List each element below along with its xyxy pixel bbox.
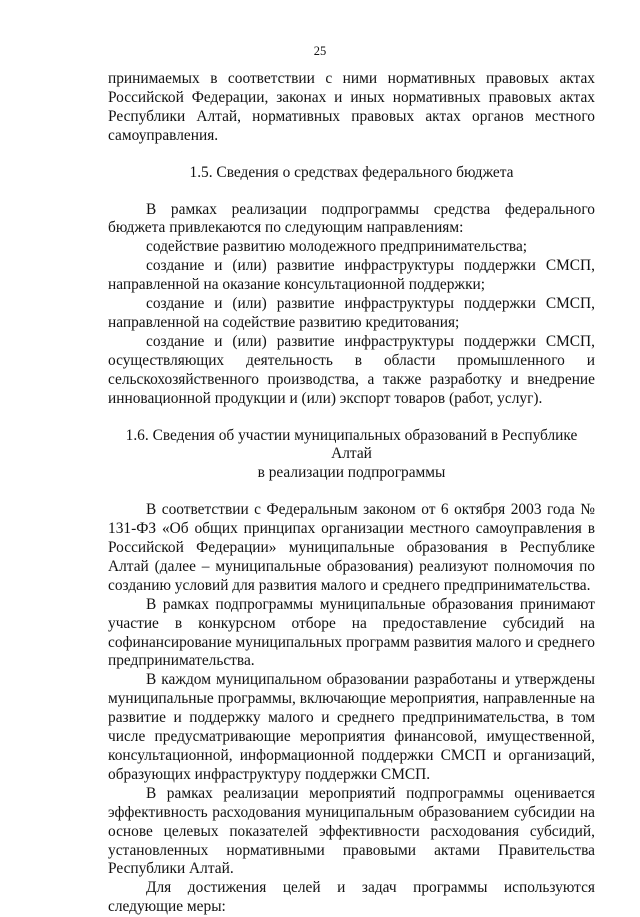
paragraph: В рамках реализации мероприятий подпрограммы оценивается эффективность расходования муниципальным образованием субсидии на основе целевых показателей эффективности расходования субсидий, установленных нормативными правовыми актами Правительства Республики Алтай. [108, 784, 595, 878]
paragraph: Для достижения целей и задач программы используются следующие меры: [108, 879, 595, 916]
section-1-6-heading [108, 427, 595, 484]
page-content [108, 70, 595, 917]
section-1-5-heading: 1.5. Сведения о средствах федерального бюджета [189, 163, 514, 181]
paragraph: В рамках подпрограммы муниципальные образования принимают участие в конкурсном отборе на предоставление субсидий на софинансирование муниципальных программ развития малого и среднего предпринимательства. [108, 595, 595, 670]
list-item: создание и (или) развитие инфраструктуры поддержки СМСП, осуществляющих деятельность в области промышленного и сельскохозяйственного производства, а также разработку и внедрение инновационной продукции и (или) экспорт товаров (работ, услуг). [108, 332, 595, 407]
paragraph: В каждом муниципальном образовании разработаны и утверждены муниципальные программы, включающие мероприятия, направленные на развитие и поддержку малого и среднего предпринимательства, в том числе предусматривающие мероприятия финансовой, имущественной, консультационной, информационной поддержки СМСП и организаций, образующих инфраструктуру поддержки СМСП. [108, 671, 595, 783]
section-1-6-heading-line1: 1.6. Сведения об участии муниципальных образований в Республике Алтай [125, 426, 578, 463]
section-1-6-heading-line2: в реализации подпрограммы [257, 464, 446, 482]
section-1-5-lead: В рамках реализации подпрограммы средства федерального бюджета привлекаются по следующим направлениям: [108, 200, 595, 237]
page-number: 25 [313, 44, 327, 58]
paragraph: В соответствии с Федеральным законом от 6 октября 2003 года № 131-ФЗ «Об общих принципах организации местного самоуправления в Российской Федерации» муниципальные образования в Республике Алтай (далее – муниципальные образования) реализуют полномочия по созданию условий для развития малого и среднего предпринимательства. [108, 501, 595, 594]
intro-paragraph: принимаемых в соответствии с ними нормативных правовых актах Российской Федерации, законах и иных нормативных правовых актах Республики Алтай, нормативных правовых актах органов местного самоуправления. [108, 70, 595, 144]
list-item: содействие развитию молодежного предпринимательства; [146, 238, 528, 256]
list-item: создание и (или) развитие инфраструктуры поддержки СМСП, направленной на содействие развитию кредитования; [108, 295, 595, 331]
list-item: создание и (или) развитие инфраструктуры поддержки СМСП, направленной на оказание консультационной поддержки; [108, 257, 595, 294]
